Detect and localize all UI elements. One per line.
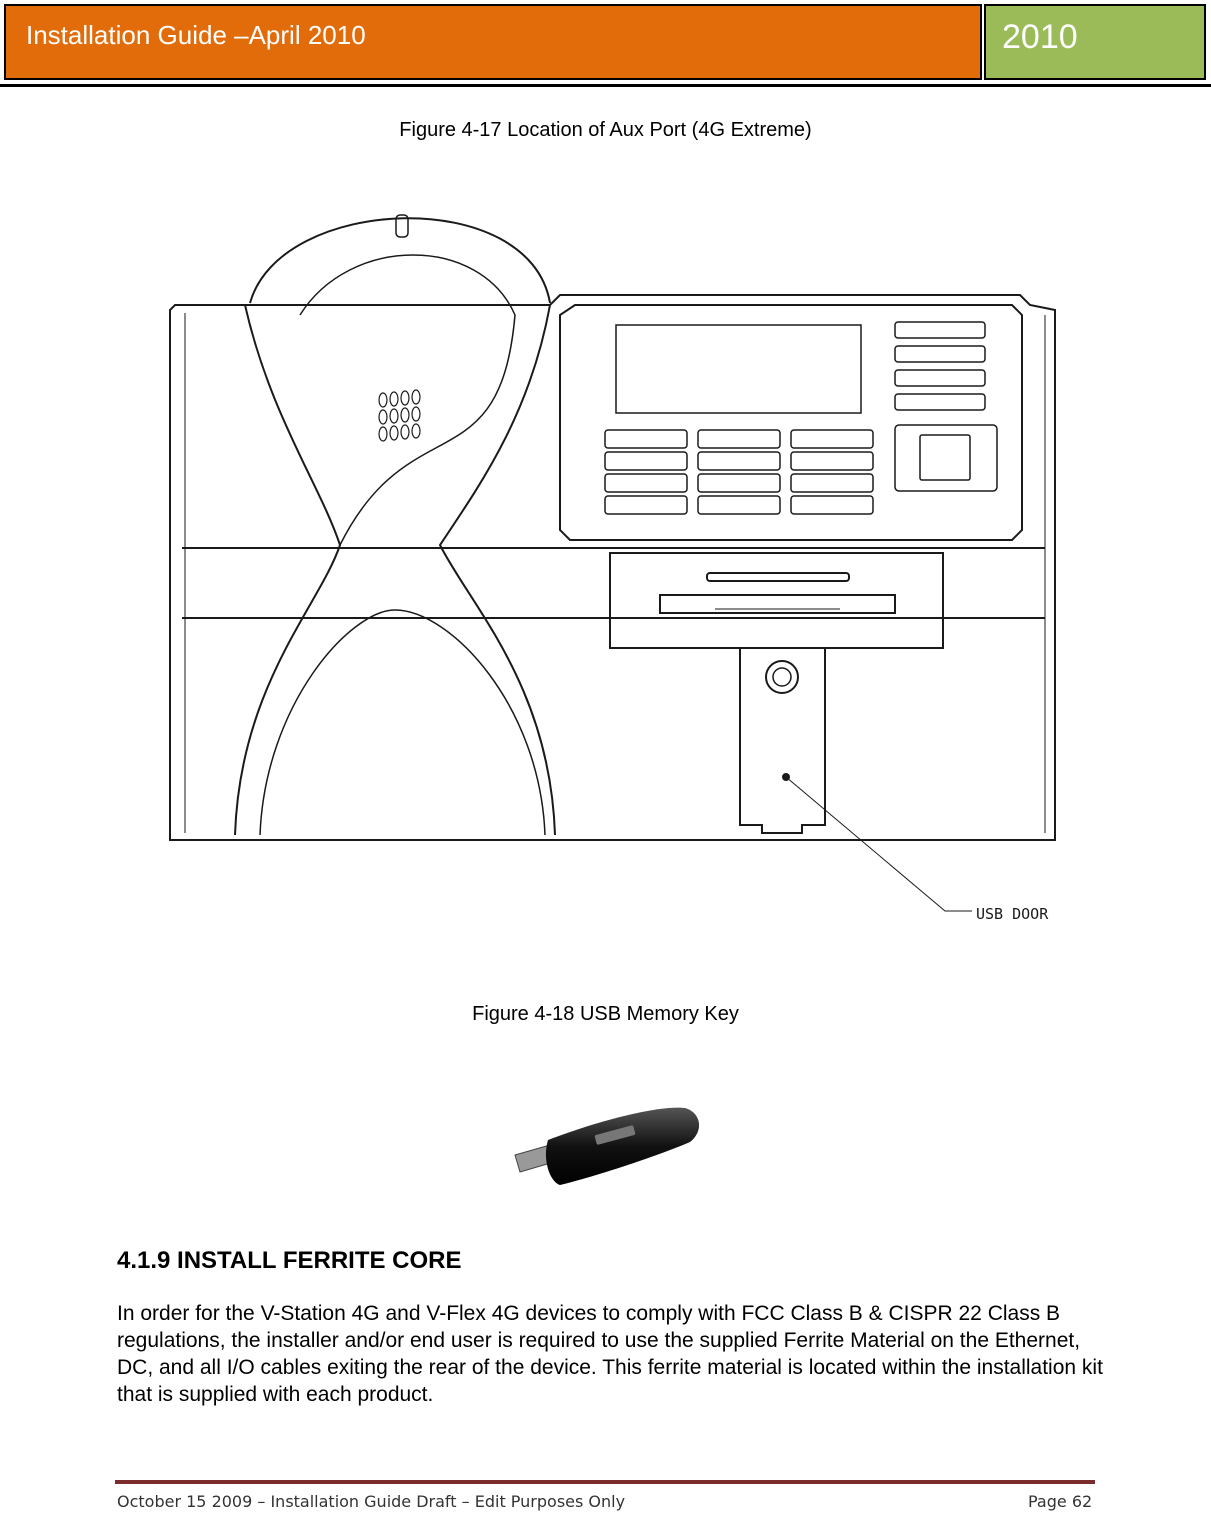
page-number: Page 62 <box>1028 1492 1093 1511</box>
footer-rule <box>115 1480 1095 1484</box>
header-year-box <box>984 4 1206 80</box>
usb-door-label: USB DOOR <box>976 905 1049 923</box>
header-title: Installation Guide –April 2010 <box>26 20 366 50</box>
header-title-box <box>4 4 982 80</box>
section-heading: 4.1.9 INSTALL FERRITE CORE <box>117 1247 462 1274</box>
section-body: In order for the V-Station 4G and V-Flex 4G devices to comply with FCC Class B & CISPR 22 Class B regulations, the installer and/or end user is required to use the supplied Ferrite Material on the Ethernet, DC, and all I/O cables exiting the rear of the device. This ferrite material is located within the installation kit that is supplied with each product. <box>117 1302 1103 1406</box>
header-year: 2010 <box>1002 18 1078 56</box>
page-header <box>0 0 1211 87</box>
footer-text: October 15 2009 – Installation Guide Draft – Edit Purposes Only <box>117 1492 626 1511</box>
device-line-drawing <box>150 185 1070 935</box>
figure-4-17-caption: Figure 4-17 Location of Aux Port (4G Extreme) <box>399 119 812 141</box>
figure-4-18-caption: Figure 4-18 USB Memory Key <box>472 1003 739 1025</box>
usb-memory-key-image <box>510 1100 705 1192</box>
